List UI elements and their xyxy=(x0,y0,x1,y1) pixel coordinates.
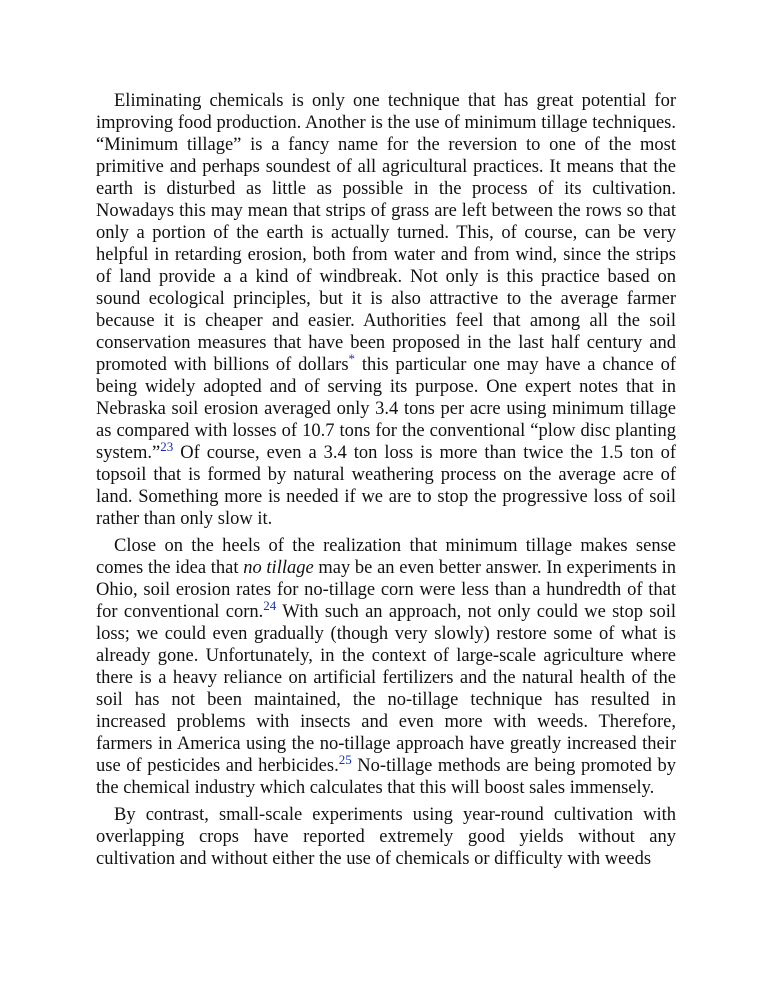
paragraph-text: Eliminating chemicals is only one technique that has great potential for improving food production. Another is the use of minimum tillage techniques. “Minimum tillage” is a fancy name for the reversion to one of the most primitive and perhaps soundest of all agricultural practices. It means that the earth is disturbed as little as possible in the process of its cultivation. Nowadays this may mean that strips of grass are left between the rows so that only a portion of the earth is actually turned. This, of course, can be very helpful in retarding erosion, both from water and from wind, since the strips of land provide a a kind of windbreak. Not only is this practice based on sound ecological principles, but it is also attractive to the average farmer because it is cheaper and easier. Authorities feel that among all the soil conservation measures that have been proposed in the last half century and promoted with billions of dollars xyxy=(96,91,676,375)
paragraph-text: With such an approach, not only could we stop soil loss; we could even gradually (though very slowly) restore some of what is already gone. Unfortunately, in the context of large-scale agriculture where there is a heavy reliance on artificial fertilizers and the natural health of the soil has not been maintained, the no-tillage technique has resulted in increased problems with insects and even more with weeds. Therefore, farmers in America using the no-tillage approach have greatly increased their use of pesticides and herbicides. xyxy=(96,602,677,776)
paragraph-text: Close on the heels of the realization that minimum tillage makes sense comes the idea that xyxy=(96,536,676,578)
paragraph-1 xyxy=(96,90,676,530)
footnote-ref-23[interactable]: 23 xyxy=(160,438,174,454)
paragraph-2 xyxy=(96,535,676,799)
paragraph-text: may be an even better answer. In experiments in Ohio, soil erosion rates for no-tillage corn were less than a hundredth of that for conventional corn. xyxy=(96,558,676,622)
paragraph-text: No-tillage methods are being promoted by the chemical industry which calculates that this will boost sales immensely. xyxy=(96,756,676,798)
paragraph-text: By contrast, small-scale experiments using year-round cultivation with overlapping crops have reported extremely good yields without any cultivation and without either the use of chemicals or difficulty with weeds xyxy=(96,805,676,869)
document-page xyxy=(96,90,676,875)
footnote-ref-24[interactable]: 24 xyxy=(263,597,277,613)
emphasis-text: no tillage xyxy=(243,558,314,578)
paragraph-3 xyxy=(96,804,676,870)
footnote-ref-25[interactable]: 25 xyxy=(338,751,352,767)
paragraph-text: Of course, even a 3.4 ton loss is more than twice the 1.5 ton of topsoil that is formed by natural weathering process on the average acre of land. Something more is needed if we are to stop the progressive loss of soil rather than only slow it. xyxy=(96,443,676,529)
footnote-ref-asterisk[interactable]: * xyxy=(348,350,356,366)
paragraph-text: this particular one may have a chance of being widely adopted and of serving its purpose. One expert notes that in Nebraska soil erosion averaged only 3.4 tons per acre using minimum tillage as compared with losses of 10.7 tons for the conventional “plow disc planting system.” xyxy=(96,355,677,463)
